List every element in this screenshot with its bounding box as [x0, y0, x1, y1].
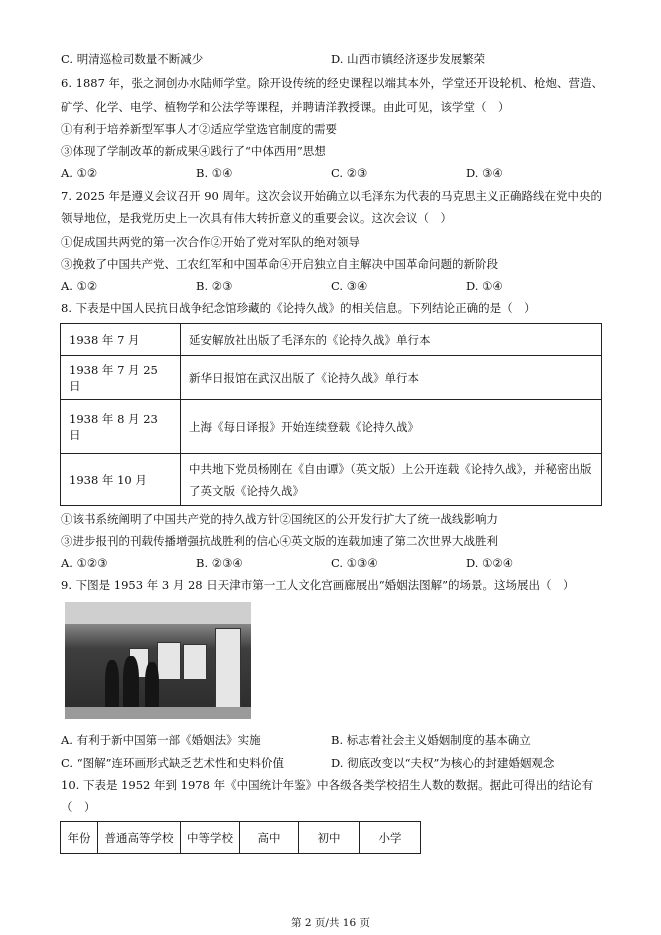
q6-option-c: C. ②③	[331, 166, 368, 180]
q7-option-a: A. ①②	[61, 279, 98, 293]
q10-header-cell: 中等学校	[181, 822, 240, 854]
q6-stem-line2: 矿学、化学、电学、植物学和公法学等课程，并聘请洋教授课。由此可见，该学堂（ ）	[61, 100, 510, 114]
q6-statements-34: ③体现了学制改革的新成果④践行了“中体西用”思想	[61, 144, 326, 158]
photo-visitor	[145, 662, 159, 710]
table-row	[61, 400, 602, 454]
table-row	[61, 324, 602, 356]
q8-statements-34: ③进步报刊的刊载传播增强抗战胜利的信心④英文版的连载加速了第二次世界大战胜利	[61, 534, 498, 548]
q10-header-cell: 普通高等学校	[98, 822, 181, 854]
q8-option-c: C. ①③④	[331, 556, 378, 570]
q8-stem: 8. 下表是中国人民抗日战争纪念馆珍藏的《论持久战》的相关信息。下列结论正确的是（ ）	[61, 301, 536, 315]
photo-floor	[65, 707, 251, 719]
q9-stem: 9. 下图是 1953 年 3 月 28 日天津市第一工人文化宫画廊展出“婚姻法图解”的场景。这场展出（ ）	[61, 578, 575, 592]
q7-option-c: C. ③④	[331, 279, 368, 293]
photo-visitor	[123, 656, 139, 712]
q9-option-a: A. 有利于新中国第一部《婚姻法》实施	[61, 733, 261, 747]
photo-ceiling	[65, 602, 251, 624]
q6-statements-12: ①有利于培养新型军事人才②适应学堂选官制度的需要	[61, 122, 337, 136]
photo-panel	[183, 644, 207, 680]
table-row	[61, 356, 602, 400]
q5-option-d: D. 山西市镇经济逐步发展繁荣	[331, 52, 486, 66]
q8-event-cell: 延安解放社出版了毛泽东的《论持久战》单行本	[181, 324, 602, 356]
q10-header-cell: 小学	[360, 822, 421, 854]
q10-table	[60, 821, 421, 854]
photo-visitor	[105, 660, 119, 710]
q9-option-d: D. 彻底改变以“夫权”为核心的封建婚姻观念	[331, 756, 555, 770]
q8-option-a: A. ①②③	[61, 556, 108, 570]
q7-option-b: B. ②③	[196, 279, 233, 293]
q6-option-d: D. ③④	[466, 166, 503, 180]
q8-option-b: B. ②③④	[196, 556, 243, 570]
q8-date-cell: 1938 年 7 月 25 日	[61, 356, 181, 400]
q10-stem-line1: 10. 下表是 1952 年到 1978 年《中国统计年鉴》中各级各类学校招生人数的数据。据此可得出的结论有	[61, 778, 594, 792]
q10-stem-line2: （ ）	[61, 800, 96, 814]
q10-header-cell: 初中	[299, 822, 360, 854]
q6-stem-line1: 6. 1887 年，张之洞创办水陆师学堂。除开设传统的经史课程以端其本外，学堂还开设轮机、枪炮、营造、	[61, 76, 604, 90]
q7-stem-line2: 领导地位，是我党历史上一次具有伟大转折意义的重要会议。这次会议（ ）	[61, 211, 452, 225]
q8-date-cell: 1938 年 8 月 23 日	[61, 400, 181, 454]
q8-event-line1: 中共地下党员杨刚在《自由谭》（英文版）上公开连载《论持久战》，并秘密出版	[189, 461, 592, 476]
q8-option-d: D. ①②④	[466, 556, 514, 570]
q9-option-b: B. 标志着社会主义婚姻制度的基本确立	[331, 733, 531, 747]
q6-option-b: B. ①④	[196, 166, 233, 180]
q10-header-cell: 高中	[240, 822, 299, 854]
q8-event-cell	[181, 454, 602, 506]
q8-statements-12: ①该书系统阐明了中国共产党的持久战方针②国统区的公开发行扩大了统一战线影响力	[61, 512, 498, 526]
page-footer: 第 2 页/共 16 页	[291, 917, 370, 929]
q7-stem-line1: 7. 2025 年是遵义会议召开 90 周年。这次会议开始确立以毛泽东为代表的马克思主义正确路线在党中央的	[61, 189, 602, 203]
q10-header-cell: 年份	[61, 822, 98, 854]
q8-date-cell: 1938 年 7 月	[61, 324, 181, 356]
q7-statements-34: ③挽救了中国共产党、工农红军和中国革命④开启独立自主解决中国革命问题的新阶段	[61, 257, 498, 271]
q8-event-line2: 了英文版《论持久战》	[189, 483, 304, 498]
table-row	[61, 454, 602, 506]
q8-event-cell: 新华日报馆在武汉出版了《论持久战》单行本	[181, 356, 602, 400]
q7-option-d: D. ①④	[466, 279, 503, 293]
q5-option-c: C. 明清巡检司数量不断减少	[61, 52, 204, 66]
photo-panel	[157, 642, 181, 680]
exhibition-photo	[65, 602, 251, 719]
q6-option-a: A. ①②	[61, 166, 98, 180]
q8-date-cell: 1938 年 10 月	[61, 454, 181, 506]
q8-event-cell: 上海《每日译报》开始连续登载《论持久战》	[181, 400, 602, 454]
q8-table	[60, 323, 602, 506]
q9-option-c: C. “图解”连环画形式缺乏艺术性和史料价值	[61, 756, 284, 770]
table-header-row	[61, 822, 421, 854]
photo-signboard	[215, 628, 241, 708]
q7-statements-12: ①促成国共两党的第一次合作②开始了党对军队的绝对领导	[61, 235, 360, 249]
